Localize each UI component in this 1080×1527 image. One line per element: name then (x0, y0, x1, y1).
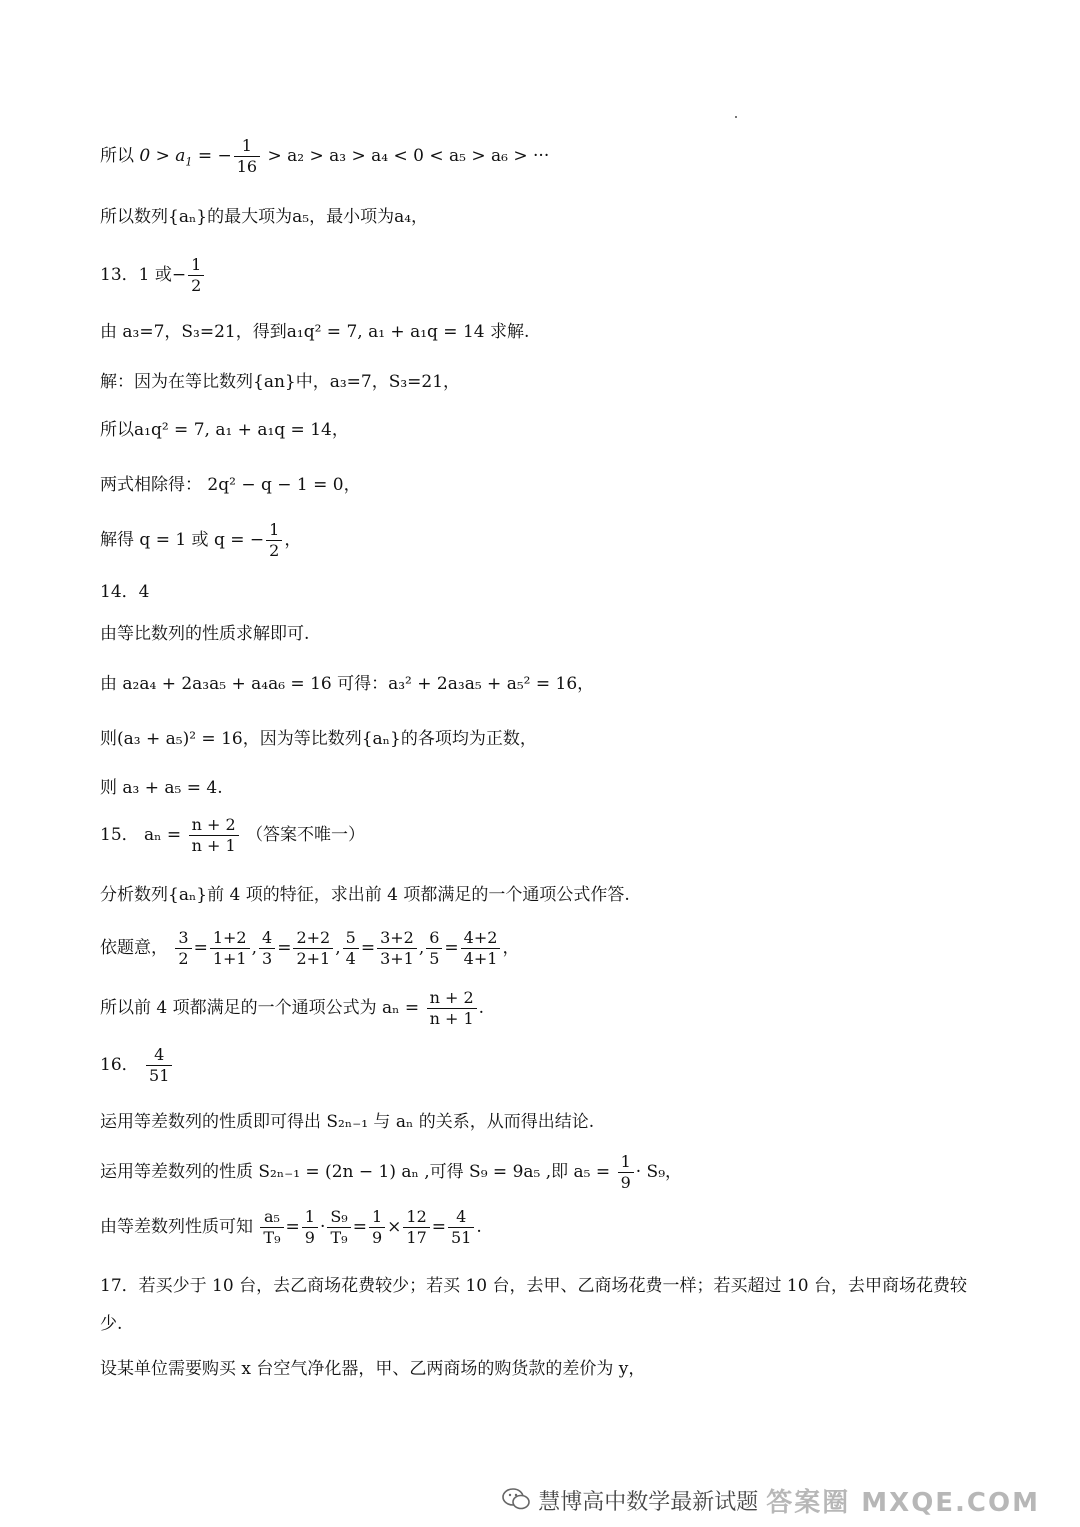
denominator: 5 (429, 949, 440, 968)
numerator: 3 (175, 928, 191, 949)
denominator: 4+1 (463, 949, 498, 968)
solution-14-line2: 则(a₃ + a₅)² = 16，因为等比数列{aₙ}的各项均为正数， (100, 729, 537, 749)
text: 解得 q = 1 或 q = − (100, 530, 265, 550)
text: 所以 (100, 146, 134, 166)
fraction (343, 928, 359, 969)
fraction (259, 928, 275, 969)
hint-14: 由等比数列的性质求解即可. (100, 624, 310, 644)
numerator: 4 (259, 928, 275, 949)
numerator: 3+2 (377, 928, 417, 949)
fraction (260, 1207, 283, 1248)
fraction (461, 928, 501, 969)
answer-13 (100, 255, 206, 296)
fraction (618, 1152, 634, 1193)
denominator: 9 (371, 1228, 383, 1247)
numerator: 4+2 (461, 928, 501, 949)
text: 15． aₙ = (100, 825, 182, 845)
text: 13．1 或 (100, 265, 172, 285)
wechat-icon (502, 1487, 530, 1515)
text: · S₉， (635, 1162, 683, 1182)
text: 依题意， (100, 938, 168, 958)
text: 所以前 4 项都满足的一个通项公式为 aₙ = (100, 998, 420, 1018)
numerator: 1 (302, 1207, 318, 1228)
denominator: 2+1 (296, 949, 331, 968)
max-min-line: 所以数列{aₙ}的最大项为a₅，最小项为a₄， (100, 207, 429, 227)
text: 16． (100, 1055, 139, 1075)
fraction (188, 255, 204, 296)
numerator: 1+2 (210, 928, 250, 949)
fraction (369, 1207, 385, 1248)
denominator: 1+1 (212, 949, 247, 968)
text: （答案不唯一） (246, 825, 366, 845)
denominator: 16 (236, 157, 258, 176)
hint-16: 运用等差数列的性质即可得出 S₂ₙ₋₁ 与 aₙ 的关系，从而得出结论. (100, 1112, 595, 1132)
denominator: T₉ (263, 1228, 281, 1247)
text: 由等差数列性质可知 (100, 1217, 253, 1237)
solution-14-line3: 则 a₃ + a₅ = 4. (100, 778, 223, 798)
denominator: n + 1 (191, 836, 236, 855)
fraction (293, 928, 333, 969)
text: . (478, 998, 485, 1018)
solution-13-line3: 两式相除得： 2q² − q − 1 = 0， (100, 475, 361, 495)
denominator: 51 (451, 1228, 472, 1247)
solution-13-line1: 解：因为在等比数列{an}中，a₃=7，S₃=21， (100, 372, 461, 392)
solution-15-line2 (100, 988, 484, 1029)
denominator: 4 (345, 949, 356, 968)
fraction (427, 988, 477, 1029)
denominator: 3 (262, 949, 273, 968)
inequality-chain-line: 所以 $0 > a_1$ = − $\frac{1}{16}$ > a₂ > a₃ > a₄ < 0 < a₅ > a₆ > ··· (100, 136, 550, 176)
numerator: n + 2 (427, 988, 477, 1009)
denominator: 3+1 (380, 949, 414, 968)
numerator: 1 (188, 255, 204, 276)
numerator: 1 (369, 1207, 385, 1228)
numerator: 1 (234, 136, 260, 157)
denominator: 2 (191, 276, 202, 295)
numerator: n + 2 (189, 815, 239, 836)
denominator: 2 (269, 541, 280, 560)
denominator: T₉ (330, 1228, 348, 1247)
solution-14-line1: 由 a₂a₄ + 2a₃a₅ + a₄a₆ = 16 可得：a₃² + 2a₃a₅ + a₅² = 16， (100, 674, 595, 694)
hint-15: 分析数列{aₙ}前 4 项的特征，求出前 4 项都满足的一个通项公式作答. (100, 885, 630, 905)
hint-13: 由 a₃=7，S₃=21，得到a₁q² = 7, a₁ + a₁q = 14 求解. (100, 322, 530, 342)
answer-14: 14．4 (100, 582, 150, 602)
text: 运用等差数列的性质 S₂ₙ₋₁ = (2n − 1) aₙ ,可得 S₉ = 9a₅ ,即 a₅ = (100, 1162, 611, 1182)
denominator: 17 (406, 1228, 427, 1247)
denominator: 9 (304, 1228, 315, 1247)
answer-15 (100, 815, 365, 856)
numerator: 4 (146, 1045, 172, 1066)
fraction (234, 136, 260, 177)
numerator: a₅ (260, 1207, 283, 1228)
numerator: 12 (403, 1207, 429, 1228)
fraction (302, 1207, 318, 1248)
numerator: 2+2 (293, 928, 333, 949)
numerator: 5 (343, 928, 359, 949)
fraction (377, 928, 417, 969)
fraction (327, 1207, 350, 1248)
stray-dot (735, 116, 737, 118)
text: − (171, 265, 187, 285)
denominator: 2 (178, 949, 189, 968)
watermark (502, 1482, 1040, 1519)
text: > a₂ > a₃ > a₄ < 0 < a₅ > a₆ > ··· (267, 146, 550, 166)
fraction (210, 928, 250, 969)
fraction (403, 1207, 429, 1248)
denominator: 9 (620, 1173, 631, 1192)
numerator: 4 (448, 1207, 474, 1228)
denominator: 51 (149, 1066, 170, 1085)
fraction (175, 928, 191, 969)
solution-13-line2: 所以a₁q² = 7, a₁ + a₁q = 14， (100, 420, 349, 440)
watermark-text: 慧博高中数学最新试题 (538, 1490, 759, 1515)
fraction (426, 928, 442, 969)
numerator: 6 (426, 928, 442, 949)
solution-16-line2: 由等差数列性质可知 $\frac{\text{a₅}}{\text{T₉}}$ = $\frac{1}{9}$ · $\frac{\text{S₉}}{\text{T₉}}$ = $\frac{1}{9}$ × $\frac{12}{17}$ = $\frac{4}{51}$ . (100, 1207, 482, 1247)
text: ， (284, 530, 302, 550)
numerator: 1 (266, 520, 282, 541)
answer-17: 17．若买少于 10 台，去乙商场花费较少；若买 10 台，去甲、乙商场花费一样；若买超过 10 台，去甲商场花费较少. (100, 1276, 967, 1334)
solution-13-line4 (100, 520, 301, 561)
fraction (448, 1207, 474, 1248)
solution-15-line1: 依题意， $\frac{3}{2}$ = $\frac{1+2}{1+1}$ , $\frac{4}{3}$ = $\frac{2+2}{2+1}$ , $\frac{5}{4}$ = $\frac{3+2}{3+1}$ , $\frac{6}{5}$ = $\frac{4+2}{4+1}$ ， (100, 928, 520, 968)
answer-16 (100, 1045, 174, 1086)
fraction (266, 520, 282, 561)
fraction (189, 815, 239, 856)
denominator: n + 1 (429, 1009, 474, 1028)
solution-17-line1: 设某单位需要购买 x 台空气净化器，甲、乙两商场的购货款的差价为 y， (100, 1359, 646, 1379)
fraction (146, 1045, 172, 1086)
numerator: S₉ (327, 1207, 350, 1228)
solution-16-line1 (100, 1152, 682, 1193)
watermark-logo: 答案圈 MXQE.COM (766, 1488, 1040, 1518)
numerator: 1 (618, 1152, 634, 1173)
